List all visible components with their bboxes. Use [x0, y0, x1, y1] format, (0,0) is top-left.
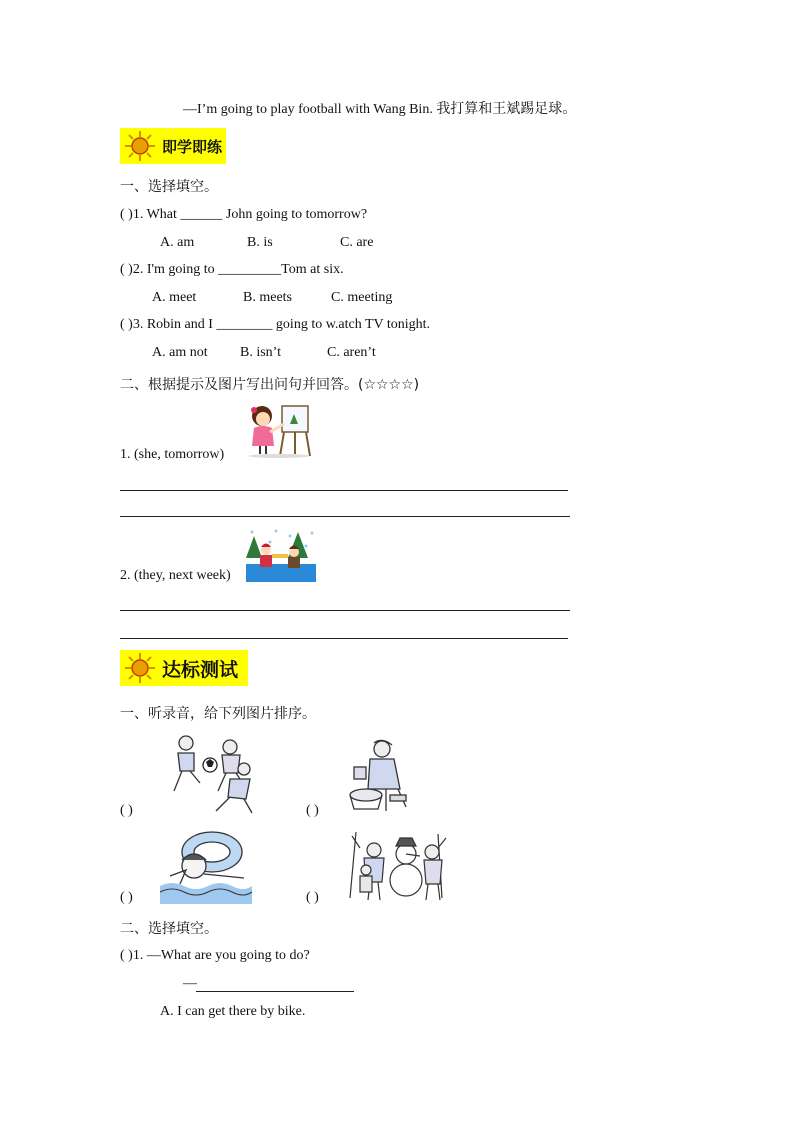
question-3: ( )3. Robin and I ________ going to w.atch TV tonight.: [120, 317, 431, 332]
option-c: C. meeting: [331, 290, 393, 305]
option-a: A. meet: [152, 290, 197, 305]
question-1: ( )1. What ______ John going to tomorrow?: [120, 207, 368, 222]
option-a: A. am: [160, 235, 195, 250]
snowman-picture: [346, 828, 450, 904]
option-b: B. meets: [243, 290, 292, 305]
option-a: A. I can get there by bike.: [160, 1004, 306, 1019]
banner-label: 达标测试: [162, 658, 239, 681]
question-2: ( )2. I'm going to _________Tom at six.: [120, 262, 344, 277]
girl-painting-picture: [246, 402, 312, 458]
option-a: A. am not: [152, 345, 208, 360]
sun-icon: [120, 650, 160, 686]
choice-heading: 二、选择填空。: [120, 921, 218, 937]
part1-heading: 一、选择填空。: [120, 179, 218, 195]
order-blank: ( ): [120, 803, 133, 818]
option-b: B. isn’t: [240, 345, 281, 360]
order-blank: ( ): [306, 890, 319, 905]
order-blank: ( ): [306, 803, 319, 818]
kids-snowball-picture: [246, 528, 316, 582]
banner-label: 即学即练: [162, 137, 223, 156]
order-blank: ( ): [120, 890, 133, 905]
intro-line: —I’m going to play football with Wang Bin. 我打算和王斌踢足球。: [183, 102, 577, 117]
answer-dash: —: [183, 976, 197, 991]
prompt-1: 1. (she, tomorrow): [120, 447, 225, 462]
answer-line: [120, 638, 568, 639]
answer-line: [120, 490, 568, 491]
listening-heading: 一、听录音，给下列图片排序。: [120, 706, 316, 722]
option-c: C. are: [340, 235, 374, 250]
boy-swimming-picture: [160, 826, 252, 904]
section-banner-practice: [120, 128, 226, 164]
sun-icon: [120, 128, 160, 164]
option-c: C. aren’t: [327, 345, 376, 360]
section-banner-test: [120, 650, 248, 686]
answer-line: [120, 516, 570, 517]
option-b: B. is: [247, 235, 273, 250]
boys-football-picture: [160, 733, 260, 815]
test-question-1: ( )1. —What are you going to do?: [120, 948, 310, 963]
prompt-2: 2. (they, next week): [120, 568, 231, 583]
part2-heading: 二、根据提示及图片写出问句并回答。(☆☆☆☆): [120, 377, 420, 393]
answer-line: [196, 991, 354, 992]
girl-washing-picture: [346, 737, 412, 817]
answer-line: [120, 610, 570, 611]
